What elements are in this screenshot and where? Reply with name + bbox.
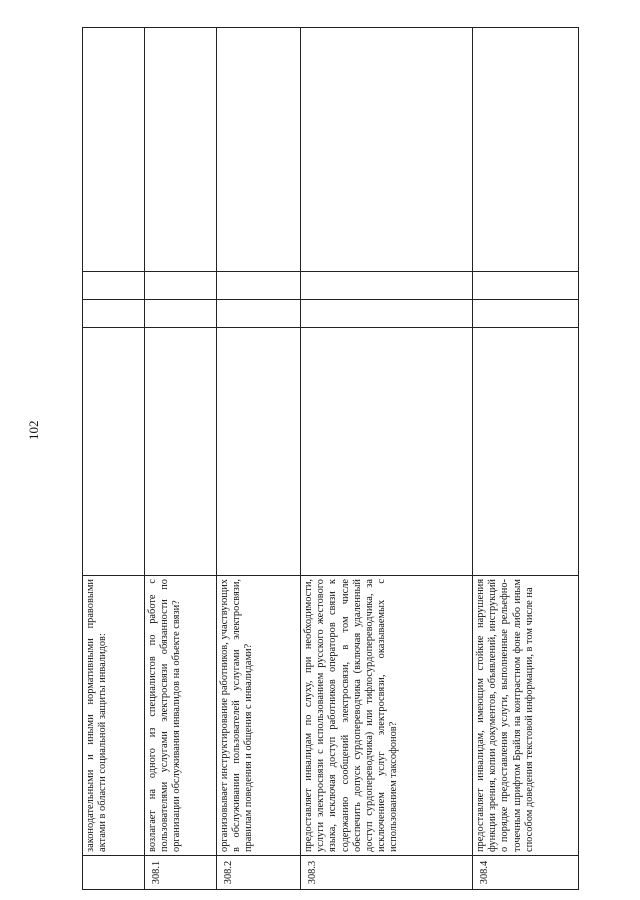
empty-cell [83,328,145,576]
empty-cell [83,272,145,300]
table-row [301,28,473,890]
empty-cell [473,28,579,272]
empty-cell [473,328,579,576]
rotated-table-wrapper [82,28,578,890]
empty-cell [473,272,579,300]
empty-cell [301,300,473,328]
row-text-cell [301,576,473,856]
row-number-cell: 308.3 [301,856,473,890]
page-number: 102 [26,420,41,440]
empty-cell [217,328,301,576]
row-text: предоставляет инвалидам по слуху, при необходимости, услуги электросвязи с использованием русского жестового языка, исключая доступ работников операторов связи к содержанию сообщений электросвязи, в том числе обеспечить допуск сурдопереводчика (включая удаленный доступ сурдопереводчика) или тифлосурдопереводчика, за исключением услуг электросвязи, оказываемых с использованием таксофонов? [303,579,400,852]
empty-cell [301,272,473,300]
empty-cell [301,28,473,272]
empty-cell [217,272,301,300]
row-text: возлагает на одного из специалистов по работе с пользователями услугами электросвязи обязанности по организации обслуживания инвалидов на объекте связи? [147,579,183,852]
row-number-cell [83,856,145,890]
empty-cell [473,300,579,328]
empty-cell [145,300,217,328]
empty-cell [83,300,145,328]
empty-cell [217,28,301,272]
row-number-cell: 308.2 [217,856,301,890]
row-number-cell: 308.1 [145,856,217,890]
empty-cell [217,300,301,328]
table-row [473,28,579,890]
row-text-cell [83,576,145,856]
table-row [83,28,145,890]
table-row [145,28,217,890]
row-text-cell [473,576,579,856]
empty-cell [83,28,145,272]
empty-cell [301,328,473,576]
row-text-cell [145,576,217,856]
row-text: организовывает инструктирование работников, участвующих в обслуживании пользователей услугами электросвязи, правилам поведения и общения с инвалидами? [219,579,255,852]
table-row [217,28,301,890]
row-text-cell [217,576,301,856]
empty-cell [145,328,217,576]
checklist-table [82,27,579,890]
empty-cell [145,272,217,300]
row-text: законодательными и иными нормативными правовыми актами в области социальной защиты инвалидов: [85,579,109,852]
row-number-cell: 308.4 [473,856,579,890]
empty-cell [145,28,217,272]
row-text: предоставляет инвалидам, имеющим стойкие нарушения функции зрения, копии документов, объявлений, инструкций о порядке предоставления услуги, выполненные рельефно-точечным шрифтом Брайля на контрастном фоне либо иным способом доведения текстовой информации, в том числе на [475,579,535,852]
